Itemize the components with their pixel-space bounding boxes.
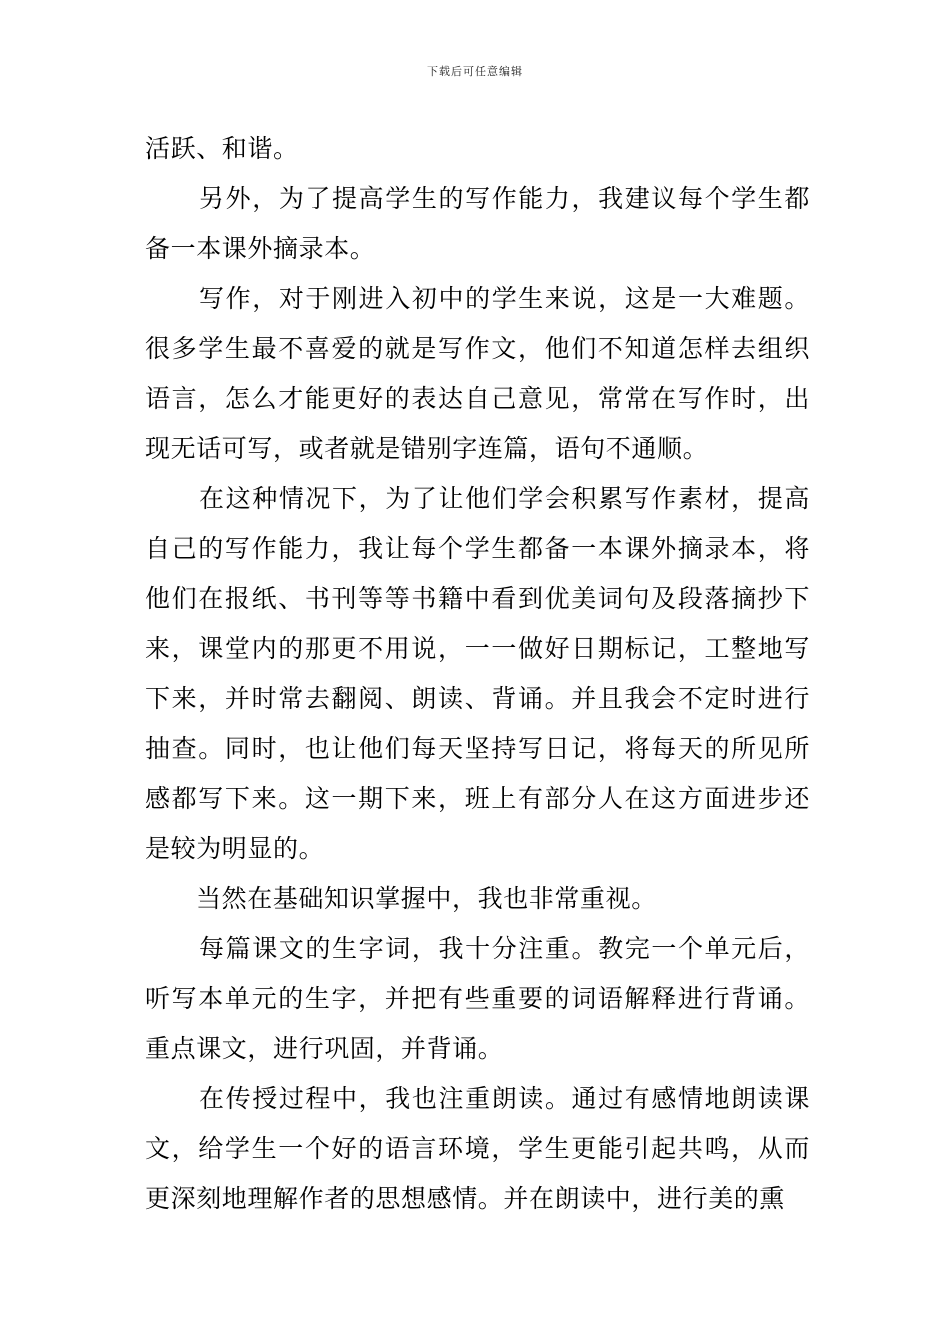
paragraph-2: 另外，为了提高学生的写作能力，我建议每个学生都备一本课外摘录本。 xyxy=(145,184,810,263)
page-header: 下载后可任意编辑 xyxy=(427,65,523,78)
paragraph-5: 当然在基础知识掌握中，我也非常重视。 xyxy=(196,884,657,913)
document-body xyxy=(145,124,810,1224)
paragraph-6: 每篇课文的生字词，我十分注重。教完一个单元后，听写本单元的生字，并把有些重要的词语解释进行背诵。重点课文，进行巩固，并背诵。 xyxy=(145,934,810,1063)
paragraph-1: 活跃、和谐。 xyxy=(145,134,299,163)
paragraph-4: 在这种情况下，为了让他们学会积累写作素材，提高自己的写作能力，我让每个学生都备一本课外摘录本，将他们在报纸、书刊等等书籍中看到优美词句及段落摘抄下来，课堂内的那更不用说，一一做好日期标记，工整地写下来，并时常去翻阅、朗读、背诵。并且我会不定时进行抽查。同时，也让他们每天坚持写日记，将每天的所见所感都写下来。这一期下来，班上有部分人在这方面进步还是较为明显的。 xyxy=(145,484,810,863)
paragraph-7: 在传授过程中，我也注重朗读。通过有感情地朗读课文，给学生一个好的语言环境，学生更能引起共鸣，从而更深刻地理解作者的思想感情。并在朗读中，进行美的熏 xyxy=(145,1084,810,1213)
paragraph-3: 写作，对于刚进入初中的学生来说，这是一大难题。很多学生最不喜爱的就是写作文，他们不知道怎样去组织语言，怎么才能更好的表达自己意见，常常在写作时，出现无话可写，或者就是错别字连篇，语句不通顺。 xyxy=(145,284,810,463)
